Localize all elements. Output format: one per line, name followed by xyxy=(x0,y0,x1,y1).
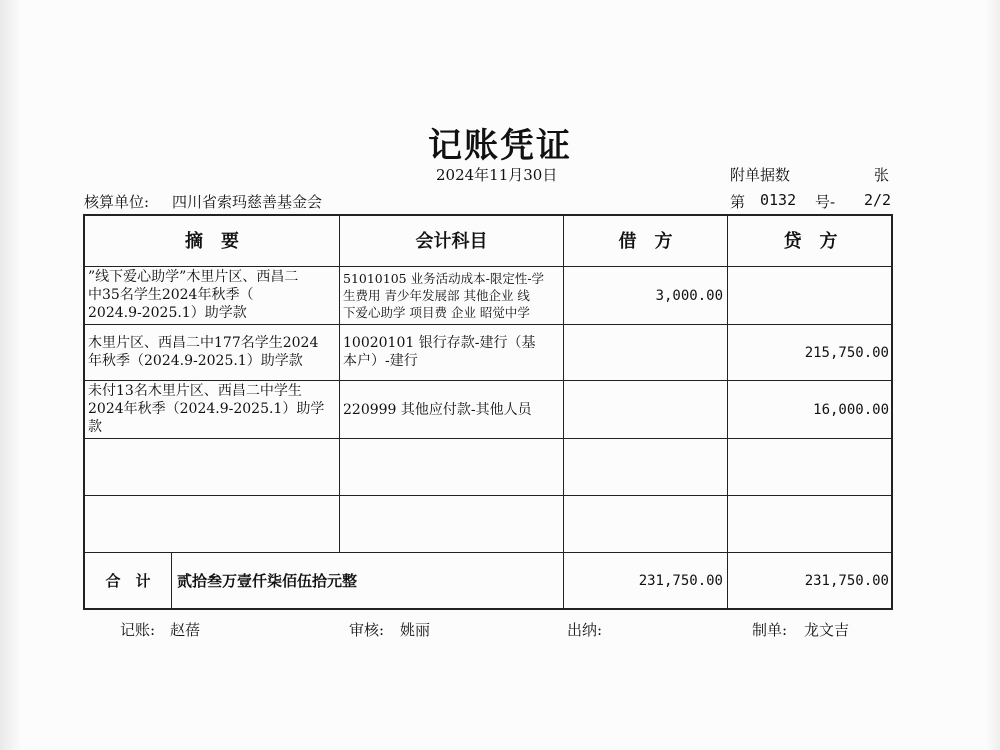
summary-line: ”线下爱心助学”木里片区、西昌二 xyxy=(88,269,299,285)
row1-account xyxy=(343,270,563,321)
cashier-label: 出纳: xyxy=(567,621,603,639)
preparer-name: 龙文吉 xyxy=(804,621,850,639)
account-line: 220999 其他应付款-其他人员 xyxy=(343,402,532,418)
row3-credit: 16,000.00 xyxy=(813,402,889,418)
voucher-page: 2/2 xyxy=(864,191,892,209)
row-divider xyxy=(85,552,893,553)
col-divider xyxy=(171,552,172,610)
account-line: 生费用 青少年发展部 其他企业 线 xyxy=(343,288,530,303)
header-summary: 摘 要 xyxy=(185,231,239,252)
row-divider xyxy=(85,495,893,496)
account-line: 本户）-建行 xyxy=(343,353,418,369)
summary-line: 年秋季（2024.9-2025.1）助学款 xyxy=(88,353,303,369)
voucher-prefix: 第 xyxy=(730,193,746,211)
summary-line: 未付13名木里片区、西昌二中学生 xyxy=(88,383,302,399)
account-line: 下爱心助学 项目费 企业 昭觉中学 xyxy=(343,305,530,320)
summary-line: 2024年秋季（2024.9-2025.1）助学 xyxy=(88,401,325,417)
summary-line: 中35名学生2024年秋季（ xyxy=(88,287,254,303)
row-divider xyxy=(85,324,893,325)
row2-credit: 215,750.00 xyxy=(804,345,889,361)
header-account: 会计科目 xyxy=(415,231,488,252)
scan-shadow-left xyxy=(0,0,22,750)
header-debit: 借 方 xyxy=(618,231,673,252)
account-line: 10020101 银行存款-建行（基 xyxy=(343,335,536,351)
voucher-date: 2024年11月30日 xyxy=(436,166,558,184)
header-credit: 贷 方 xyxy=(783,231,838,252)
reviewer-label: 审核: xyxy=(349,621,385,639)
reviewer-name: 姚丽 xyxy=(400,621,431,639)
row-divider xyxy=(85,380,893,381)
bookkeeper-name: 赵蓓 xyxy=(170,621,201,639)
col-divider xyxy=(563,216,564,610)
attachment-unit: 张 xyxy=(874,166,890,184)
total-label: 合 计 xyxy=(105,572,151,590)
summary-line: 2024.9-2025.1）助学款 xyxy=(88,305,247,321)
row3-account xyxy=(343,401,563,419)
voucher-table xyxy=(83,214,893,610)
summary-line: 款 xyxy=(88,419,102,435)
voucher-title: 记账凭证 xyxy=(428,126,572,166)
attachment-label: 附单据数 xyxy=(730,166,791,184)
total-debit: 231,750.00 xyxy=(638,573,723,589)
voucher-suffix: 号- xyxy=(815,193,836,211)
row2-summary xyxy=(88,334,338,370)
bookkeeper-label: 记账: xyxy=(120,621,156,639)
row1-summary xyxy=(88,268,338,322)
account-line: 51010105 业务活动成本-限定性-学 xyxy=(343,271,545,286)
preparer-label: 制单: xyxy=(752,621,788,639)
unit-label: 核算单位: xyxy=(84,193,150,211)
voucher-number: 0132 xyxy=(760,191,797,209)
total-amount-words: 贰拾叁万壹仟柒佰伍拾元整 xyxy=(177,572,358,590)
scan-shadow-right xyxy=(986,0,1000,750)
row3-summary xyxy=(88,382,338,436)
row1-debit: 3,000.00 xyxy=(655,288,723,304)
summary-line: 木里片区、西昌二中177名学生2024 xyxy=(88,335,319,351)
total-credit: 231,750.00 xyxy=(804,573,889,589)
row2-account xyxy=(343,334,563,370)
row-divider xyxy=(85,438,893,439)
unit-name: 四川省索玛慈善基金会 xyxy=(172,193,323,211)
